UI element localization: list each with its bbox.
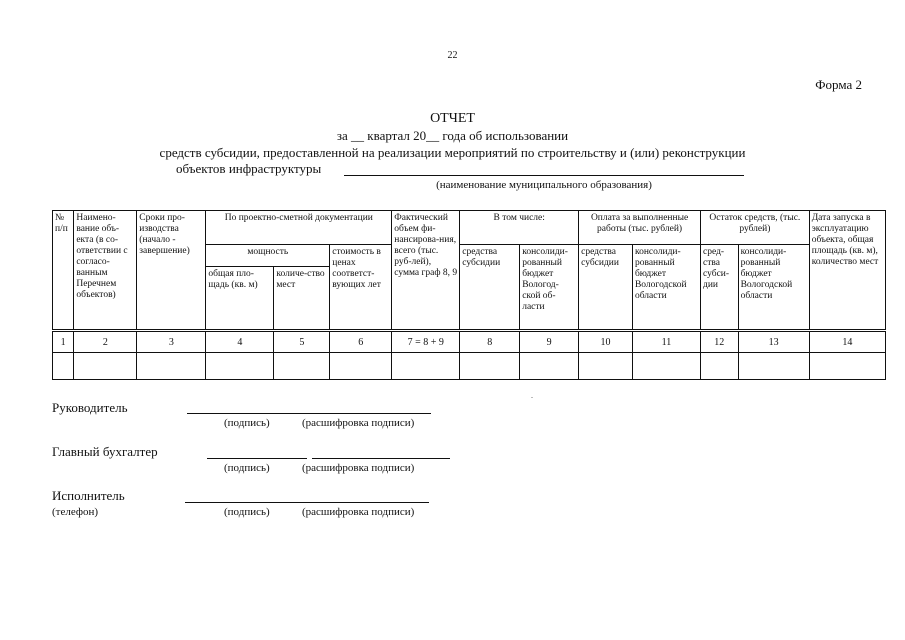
form-label: Форма 2 [815,77,862,92]
column-number: 5 [274,331,330,353]
column-number: 1 [53,331,74,353]
header-including: В том числе: [460,211,579,245]
header-capacity: мощность [206,245,330,267]
column-number: 2 [74,331,137,353]
report-subtitle-objects: объектов инфраструктуры [176,161,322,176]
header-balance: Остаток средств, (тыс. рублей) [701,211,810,245]
header-psd: По проектно-сметной документации [206,211,392,245]
report-subtitle-period: за __ квартал 20__ года об использовании [336,128,569,143]
table-cell [579,353,633,380]
head-signature-caption: (подпись) [224,417,270,429]
table-cell [53,353,74,380]
column-number: 4 [206,331,274,353]
page-number: 22 [447,50,458,61]
head-label: Руководитель [52,400,128,415]
table-cell [520,353,579,380]
accountant-signature-caption: (подпись) [224,462,270,474]
head-decoding-caption: (расшифровка подписи) [302,417,415,429]
column-number: 3 [137,331,206,353]
report-subtitle-purpose: средств субсидии, предоставленной на реализации мероприятий по строительству и (или) реконструкции [159,145,746,160]
header-cost: стоимость в ценах соответст-вующих лет [330,245,392,331]
header-places: количе-ство мест [274,267,330,331]
header-consolidated-budget: консолиди-рованный бюджет Вологод-ской об-ласти [520,245,579,331]
header-terms: Сроки про-изводства (начало - завершение) [137,211,206,331]
header-number: № п/п [53,211,74,331]
table-cell [274,353,330,380]
report-table [52,210,886,380]
column-number: 11 [632,331,700,353]
header-launch-date: Дата запуска в эксплуатацию объекта, общая площадь (кв. м), количество мест [809,211,885,331]
table-cell [330,353,392,380]
municipality-caption: (наименование муниципального образования) [436,179,652,191]
accountant-decoding-line [312,458,450,459]
table-row [53,353,886,380]
column-number: 9 [520,331,579,353]
column-number: 6 [330,331,392,353]
executor-decoding-caption: (расшифровка подписи) [302,506,415,518]
column-number: 12 [701,331,739,353]
column-number: 13 [738,331,809,353]
header-paid-works: Оплата за выполненные работы (тыс. рублей) [579,211,701,245]
executor-phone-label: (телефон) [52,506,99,518]
table-cell [809,353,885,380]
head-signature-line [187,413,431,414]
header-balance-subsidy: сред-ства субси-дии [701,245,739,331]
header-object-name: Наимено-вание объ-екта (в со-ответствии с согласо-ванным Перечнем объектов) [74,211,137,331]
header-paid-consolidated: консолиди-рованный бюджет Вологодской области [632,245,700,331]
column-number: 14 [809,331,885,353]
municipality-fill-line [344,175,744,176]
executor-label: Исполнитель [52,488,125,503]
accountant-decoding-caption: (расшифровка подписи) [302,462,415,474]
header-area: общая пло-щадь (кв. м) [206,267,274,331]
column-number: 7 = 8 + 9 [392,331,460,353]
header-subsidy: средства субсидии [460,245,520,331]
header-paid-subsidy: средства субсидии [579,245,633,331]
header-actual-funding: Фактический объем фи-нансирова-ния, всего (тыс. руб-лей), сумма граф 8, 9 [392,211,460,331]
table-cell [137,353,206,380]
executor-signature-line [185,502,429,503]
table-cell [206,353,274,380]
table-cell [74,353,137,380]
scan-speck [531,397,533,398]
header-balance-consolidated: консолиди-рованный бюджет Вологодской области [738,245,809,331]
table-cell [392,353,460,380]
table-cell [738,353,809,380]
accountant-signature-line [207,458,307,459]
executor-signature-caption: (подпись) [224,506,270,518]
accountant-label: Главный бухгалтер [52,444,158,459]
table-cell [632,353,700,380]
column-number: 8 [460,331,520,353]
table-cell [701,353,739,380]
table-cell [460,353,520,380]
column-number: 10 [579,331,633,353]
report-title: ОТЧЕТ [430,111,475,126]
column-numbers-row [53,331,886,353]
